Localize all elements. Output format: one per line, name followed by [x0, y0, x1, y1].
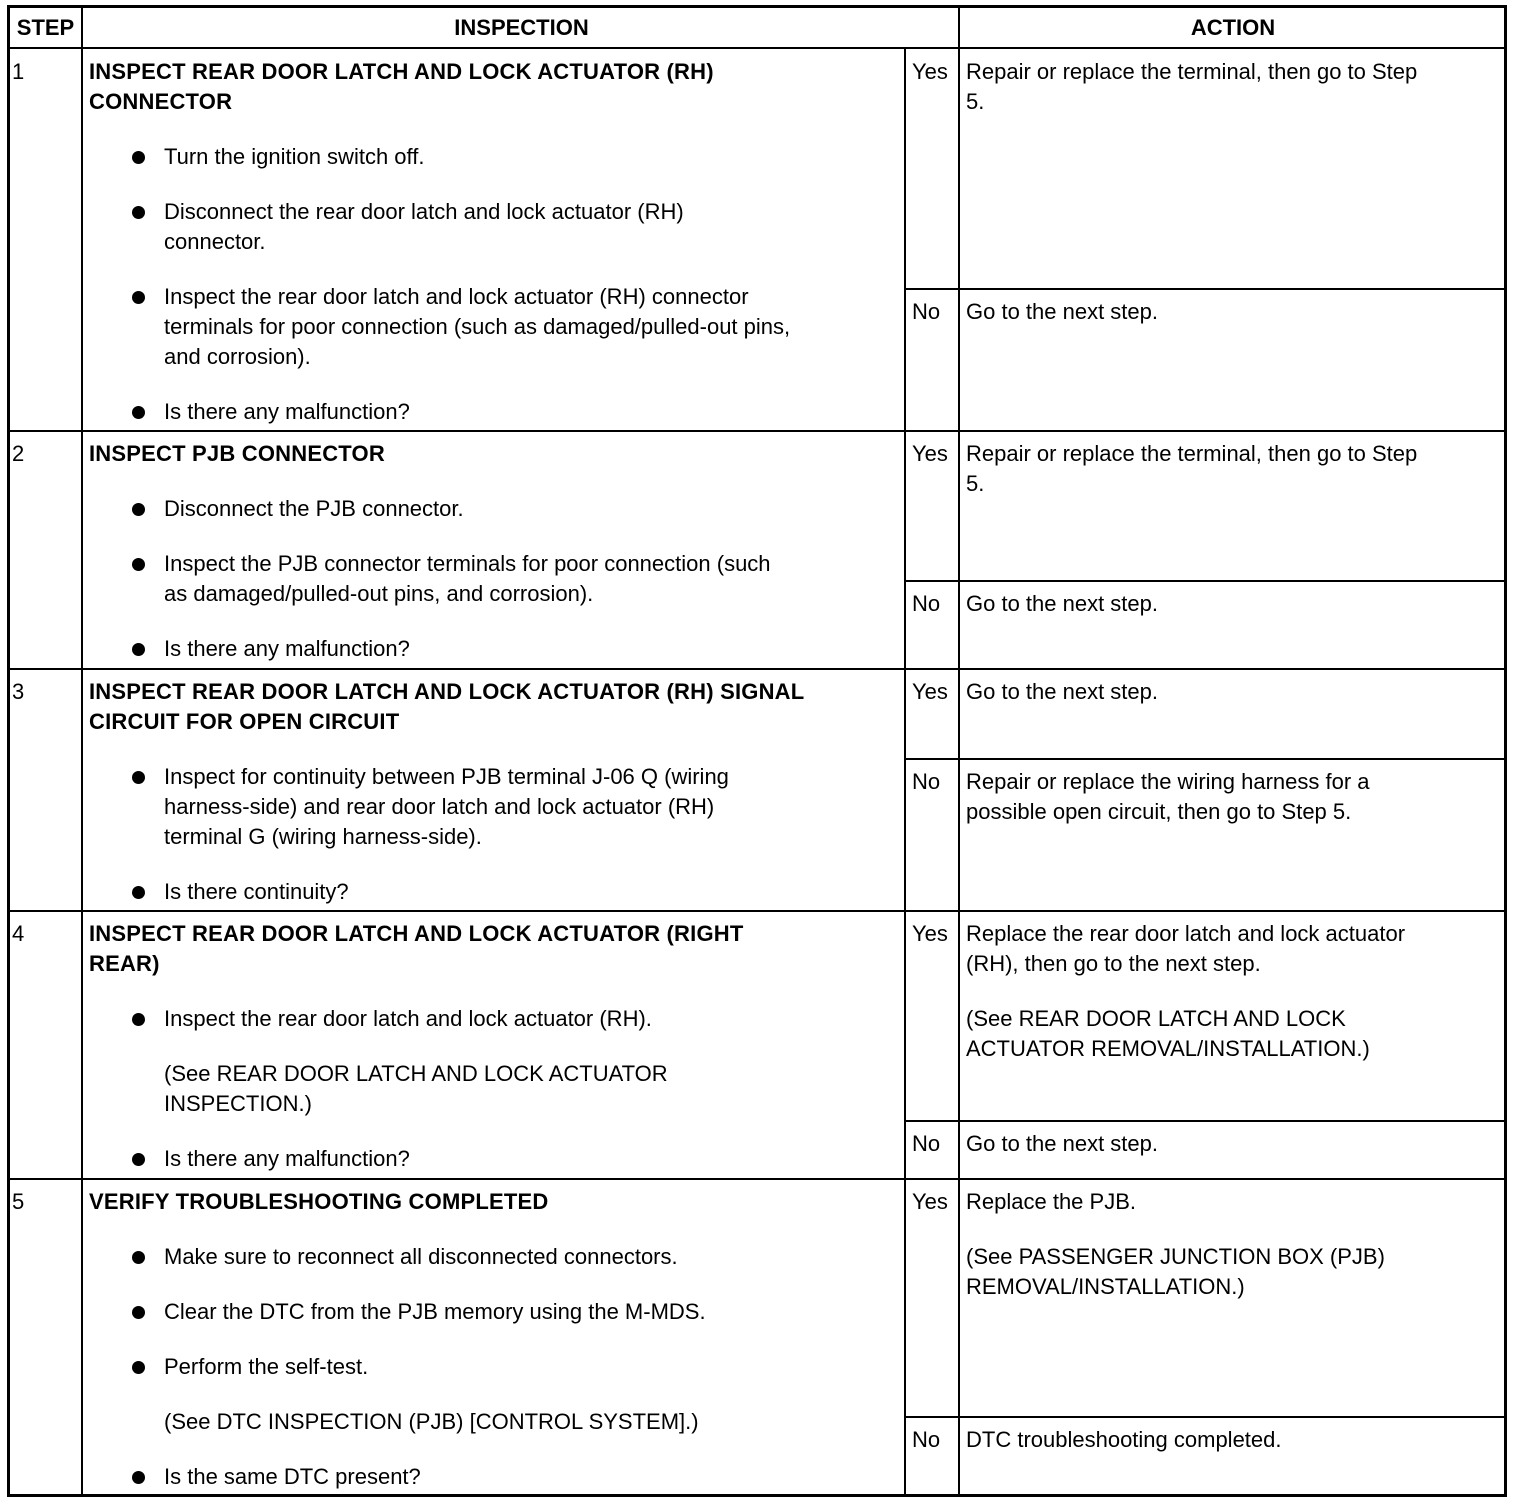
no-action-text: DTC troubleshooting completed. [966, 1427, 1282, 1452]
no-action-text: Go to the next step. [966, 1131, 1159, 1156]
inspection-bullet-text: Is there any malfunction? [164, 1146, 410, 1171]
no-label: No [912, 769, 941, 794]
no-label: No [912, 1427, 941, 1452]
row-divider [7, 430, 1507, 432]
inspection-bullet-text: Turn the ignition switch off. [164, 144, 425, 169]
bullet-icon [132, 1013, 145, 1026]
inspection-reference-text: INSPECTION.) [164, 1091, 312, 1116]
no-label: No [912, 1131, 941, 1156]
bullet-icon [132, 643, 145, 656]
inspection-bullet-text: connector. [164, 229, 266, 254]
no-label: No [912, 591, 941, 616]
yes-label: Yes [912, 59, 948, 84]
bullet-icon [132, 1153, 145, 1166]
bullet-icon [132, 1306, 145, 1319]
yes-label: Yes [912, 679, 948, 704]
inspection-bullet-text: Perform the self-test. [164, 1354, 369, 1379]
yes-action-text: Replace the rear door latch and lock actuator [966, 921, 1406, 946]
yes-action-text: (RH), then go to the next step. [966, 951, 1261, 976]
header-divider [7, 47, 1507, 49]
bullet-icon [132, 206, 145, 219]
table-border-left [7, 5, 10, 1497]
header-step: STEP [16, 15, 75, 40]
inspection-bullet-text: Disconnect the rear door latch and lock actuator (RH) [164, 199, 684, 224]
yes-no-column-divider [904, 431, 906, 669]
yes-no-divider [904, 288, 1507, 290]
step-number: 2 [12, 441, 25, 466]
yes-no-column-divider [904, 49, 906, 431]
inspection-bullet-text: and corrosion). [164, 344, 311, 369]
inspection-bullet-text: as damaged/pulled-out pins, and corrosion). [164, 581, 594, 606]
yes-no-column-divider [904, 669, 906, 911]
bullet-icon [132, 151, 145, 164]
inspection-bullet-text: Make sure to reconnect all disconnected connectors. [164, 1244, 678, 1269]
yes-action-text: (See REAR DOOR LATCH AND LOCK [966, 1006, 1346, 1031]
row-divider [7, 668, 1507, 670]
bullet-icon [132, 771, 145, 784]
bullet-icon [132, 1471, 145, 1484]
yes-action-text: 5. [966, 89, 985, 114]
inspection-bullet-text: Inspect the rear door latch and lock actuator (RH). [164, 1006, 652, 1031]
inspection-bullet-text: Inspect the PJB connector terminals for poor connection (such [164, 551, 771, 576]
no-action-text: possible open circuit, then go to Step 5. [966, 799, 1352, 824]
step-title: VERIFY TROUBLESHOOTING COMPLETED [89, 1189, 549, 1214]
yes-action-text: ACTUATOR REMOVAL/INSTALLATION.) [966, 1036, 1370, 1061]
step-title: INSPECT REAR DOOR LATCH AND LOCK ACTUATOR (RIGHT [89, 921, 744, 946]
yes-label: Yes [912, 1189, 948, 1214]
step-title: REAR) [89, 951, 160, 976]
step-title: CONNECTOR [89, 89, 233, 114]
yes-no-divider [904, 580, 1507, 582]
bullet-icon [132, 1361, 145, 1374]
inspection-bullet-text: Is there any malfunction? [164, 399, 410, 424]
yes-action-text: (See PASSENGER JUNCTION BOX (PJB) [966, 1244, 1385, 1269]
yes-no-divider [904, 758, 1507, 760]
step-title: INSPECT REAR DOOR LATCH AND LOCK ACTUATOR (RH) SIGNAL [89, 679, 805, 704]
row-divider [7, 910, 1507, 912]
step-title: INSPECT PJB CONNECTOR [89, 441, 385, 466]
bullet-icon [132, 1251, 145, 1264]
step-number: 5 [12, 1189, 25, 1214]
step-number: 4 [12, 921, 25, 946]
bullet-icon [132, 291, 145, 304]
table-border-top [7, 5, 1507, 8]
inspection-bullet-text: Is there any malfunction? [164, 636, 410, 661]
inspection-reference-text: (See REAR DOOR LATCH AND LOCK ACTUATOR [164, 1061, 668, 1086]
yes-action-text: Repair or replace the terminal, then go to Step [966, 59, 1418, 84]
header-action: ACTION [1190, 15, 1276, 40]
inspection-bullet-text: Inspect the rear door latch and lock actuator (RH) connector [164, 284, 749, 309]
table-border-right [1504, 5, 1507, 1497]
column-divider-action [958, 5, 960, 1497]
step-title: CIRCUIT FOR OPEN CIRCUIT [89, 709, 400, 734]
inspection-bullet-text: Clear the DTC from the PJB memory using the M-MDS. [164, 1299, 706, 1324]
step-title: INSPECT REAR DOOR LATCH AND LOCK ACTUATOR (RH) [89, 59, 714, 84]
bullet-icon [132, 406, 145, 419]
inspection-bullet-text: Is the same DTC present? [164, 1464, 421, 1489]
no-action-text: Go to the next step. [966, 299, 1159, 324]
step-number: 1 [12, 59, 25, 84]
yes-no-column-divider [904, 911, 906, 1179]
row-divider [7, 1178, 1507, 1180]
inspection-bullet-text: harness-side) and rear door latch and lock actuator (RH) [164, 794, 715, 819]
yes-action-text: Go to the next step. [966, 679, 1159, 704]
header-inspection: INSPECTION [454, 15, 589, 40]
inspection-bullet-text: terminals for poor connection (such as damaged/pulled-out pins, [164, 314, 791, 339]
no-action-text: Repair or replace the wiring harness for a [966, 769, 1370, 794]
inspection-bullet-text: Disconnect the PJB connector. [164, 496, 464, 521]
inspection-bullet-text: Inspect for continuity between PJB terminal J-06 Q (wiring [164, 764, 729, 789]
yes-action-text: Replace the PJB. [966, 1189, 1136, 1214]
column-divider-step [81, 5, 83, 1497]
yes-label: Yes [912, 441, 948, 466]
inspection-bullet-text: terminal G (wiring harness-side). [164, 824, 482, 849]
yes-label: Yes [912, 921, 948, 946]
bullet-icon [132, 886, 145, 899]
yes-action-text: REMOVAL/INSTALLATION.) [966, 1274, 1245, 1299]
yes-no-divider [904, 1120, 1507, 1122]
no-action-text: Go to the next step. [966, 591, 1159, 616]
step-number: 3 [12, 679, 25, 704]
table-border-bottom [7, 1494, 1507, 1497]
bullet-icon [132, 503, 145, 516]
yes-no-divider [904, 1416, 1507, 1418]
inspection-reference-text: (See DTC INSPECTION (PJB) [CONTROL SYSTEM].) [164, 1409, 699, 1434]
bullet-icon [132, 558, 145, 571]
yes-no-column-divider [904, 1179, 906, 1496]
yes-action-text: 5. [966, 471, 985, 496]
yes-action-text: Repair or replace the terminal, then go to Step [966, 441, 1418, 466]
inspection-bullet-text: Is there continuity? [164, 879, 349, 904]
no-label: No [912, 299, 941, 324]
